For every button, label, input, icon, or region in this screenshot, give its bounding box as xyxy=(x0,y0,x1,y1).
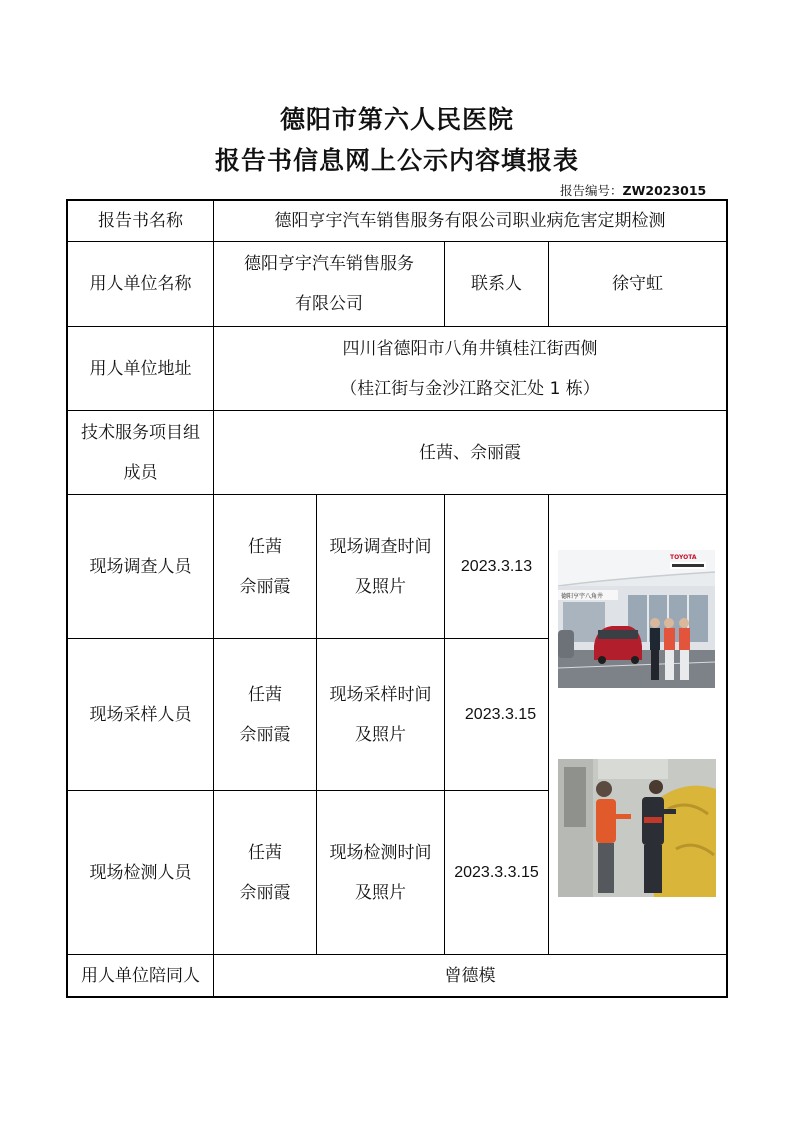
address-line1: 四川省德阳市八角井镇桂江街西侧 xyxy=(342,338,598,359)
survey-time-label-line2: 及照片 xyxy=(355,576,406,597)
sampling-time-label-line1: 现场采样时间 xyxy=(329,684,432,705)
employer-label-cell xyxy=(68,242,213,326)
sampling-date: 2023.3.15 xyxy=(464,705,537,723)
testing-site-photo xyxy=(558,759,716,897)
report-number xyxy=(560,181,706,199)
table-border-bottom xyxy=(66,996,728,998)
team-value-cell xyxy=(214,411,726,494)
document-title: 德阳市第六人民医院 xyxy=(279,105,514,134)
document-subtitle: 报告书信息网上公示内容填报表 xyxy=(214,146,579,175)
escort-label: 用人单位陪同人 xyxy=(81,965,200,986)
survey-person1: 任茜 xyxy=(248,536,282,557)
testing-time-label-cell xyxy=(317,791,444,954)
toyota-sign: TOYOTA xyxy=(670,554,697,561)
employer-value-line2: 有限公司 xyxy=(295,294,363,314)
survey-time-label-cell xyxy=(317,495,444,638)
team-value: 任茜、佘丽霞 xyxy=(419,442,521,463)
testing-person2: 佘丽霞 xyxy=(239,882,291,903)
sampling-label-cell xyxy=(68,639,213,790)
address-line2: （桂江街与金沙江路交汇处 1 栋） xyxy=(340,378,600,399)
contact-value: 徐守虹 xyxy=(612,274,663,294)
sampling-person1: 任茜 xyxy=(248,684,282,705)
survey-label-cell xyxy=(68,495,213,638)
escort-value-cell xyxy=(214,955,726,996)
testing-people-cell xyxy=(214,791,316,954)
testing-date-cell xyxy=(445,791,548,954)
contact-value-cell xyxy=(549,242,726,326)
employer-label: 用人单位名称 xyxy=(89,274,192,294)
testing-label-cell xyxy=(68,791,213,954)
table-rule xyxy=(548,494,549,954)
testing-person1: 任茜 xyxy=(248,842,282,863)
survey-site-photo xyxy=(558,550,715,688)
survey-people-cell xyxy=(214,495,316,638)
testing-time-label-line2: 及照片 xyxy=(355,882,406,903)
team-label-line1: 技术服务项目组 xyxy=(81,422,200,443)
escort-value: 曾德模 xyxy=(444,965,496,986)
sampling-time-label-cell xyxy=(317,639,444,790)
team-label-cell xyxy=(68,411,213,494)
testing-date: 2023.3.3.15 xyxy=(454,863,539,881)
survey-label: 现场调查人员 xyxy=(89,556,192,577)
contact-label-cell xyxy=(445,242,548,326)
sampling-label: 现场采样人员 xyxy=(89,704,192,725)
report-name-label-cell xyxy=(68,201,213,241)
survey-person2: 佘丽霞 xyxy=(239,576,291,597)
report-name-value: 德阳亨宇汽车销售服务有限公司职业病危害定期检测 xyxy=(274,211,666,231)
testing-time-label-line1: 现场检测时间 xyxy=(329,842,432,863)
employer-value-line1: 德阳亨宇汽车销售服务 xyxy=(244,254,414,274)
team-label-line2: 成员 xyxy=(123,462,158,483)
sampling-people-cell xyxy=(214,639,316,790)
testing-label: 现场检测人员 xyxy=(89,862,192,883)
employer-value-cell xyxy=(214,242,444,326)
report-name-label: 报告书名称 xyxy=(98,211,183,231)
sampling-date-cell xyxy=(445,639,548,790)
survey-time-label-line1: 现场调查时间 xyxy=(329,536,432,557)
report-name-value-cell xyxy=(214,201,726,241)
address-label-cell xyxy=(68,327,213,410)
sampling-person2: 佘丽霞 xyxy=(239,724,291,745)
contact-label: 联系人 xyxy=(471,274,522,294)
address-label: 用人单位地址 xyxy=(89,358,192,379)
survey-date: 2023.3.13 xyxy=(460,557,533,575)
shop-sign: 德阳亨宇八角井 xyxy=(561,593,604,600)
escort-label-cell xyxy=(68,955,213,996)
report-number-value: ZW2023015 xyxy=(622,183,707,198)
address-value-cell xyxy=(214,327,726,410)
report-number-label: 报告编号： xyxy=(560,183,623,198)
survey-date-cell xyxy=(445,495,548,638)
table-border-right xyxy=(726,199,728,998)
sampling-time-label-line2: 及照片 xyxy=(355,724,406,745)
